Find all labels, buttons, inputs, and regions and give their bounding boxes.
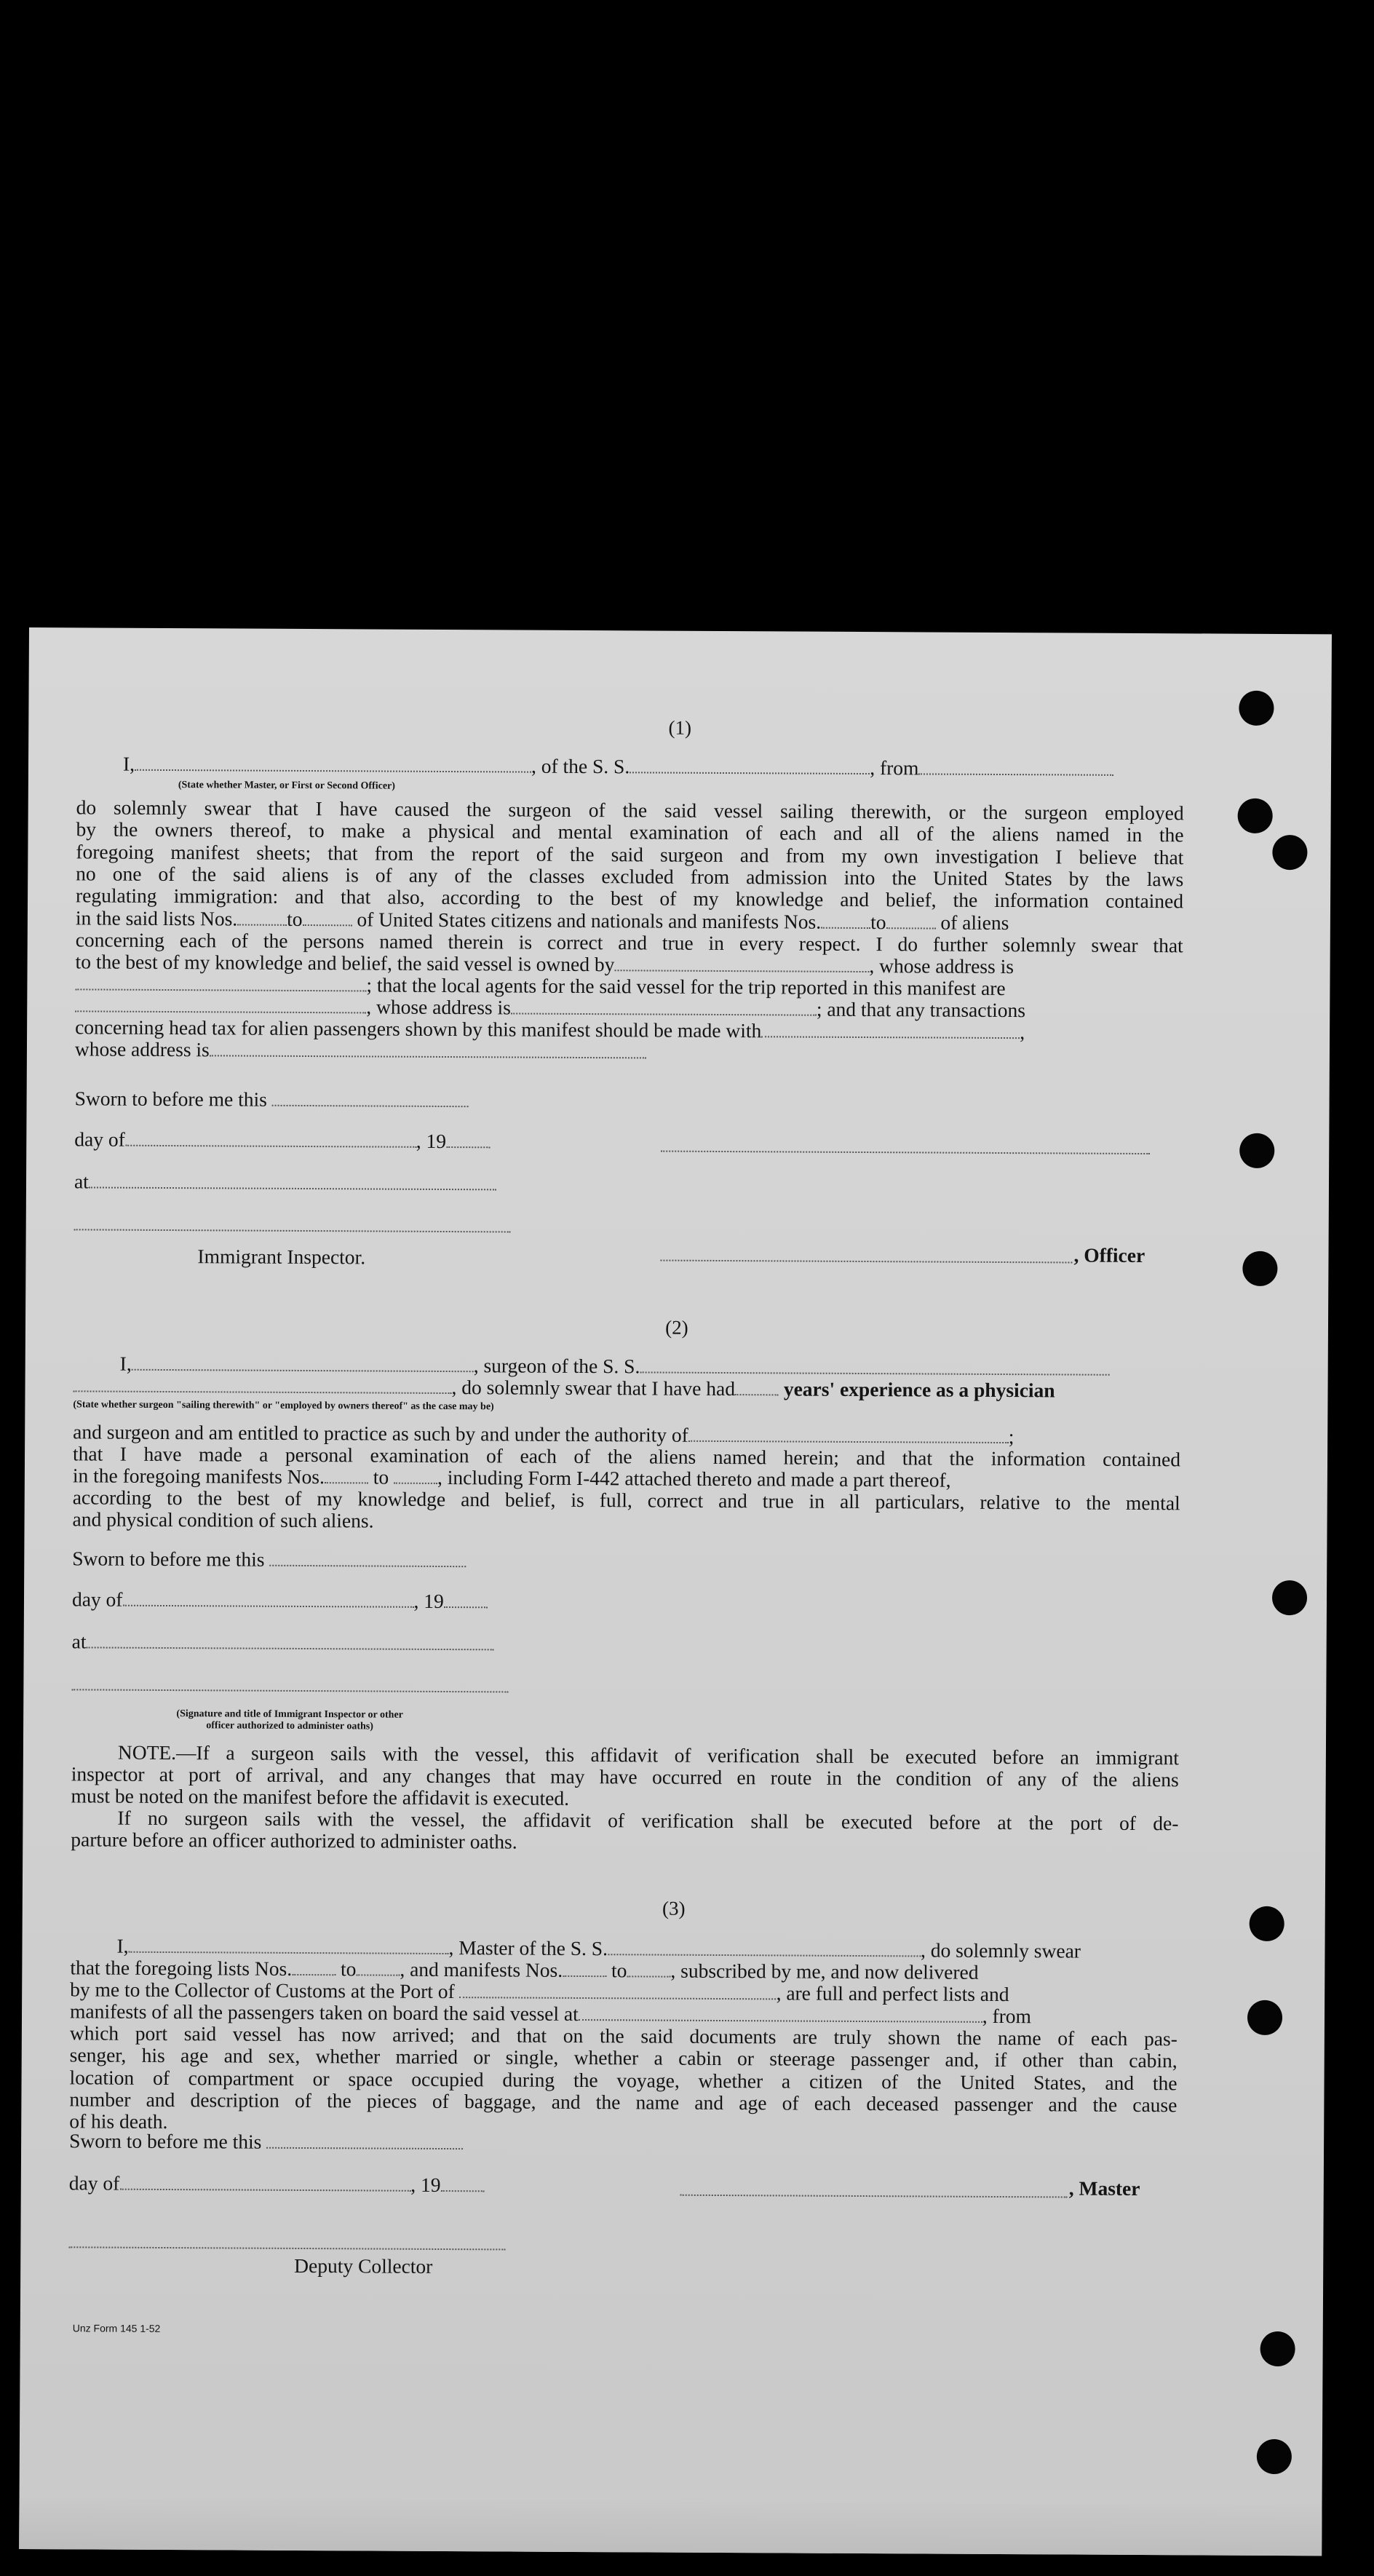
sec3-line-1: I, , Master of the S. S. , do solemnly swear xyxy=(116,1934,1081,1962)
page-bottom-edge xyxy=(19,2498,1322,2556)
sec1-officer-note: (State whether Master, or First or Second Officer) xyxy=(178,780,395,792)
punch-hole xyxy=(1260,2331,1295,2366)
sec1-inspector-label: Immigrant Inspector. xyxy=(197,1245,366,1269)
sec1-inspector-sig-line xyxy=(74,1229,511,1232)
sec3-collector-label: Deputy Collector xyxy=(294,2254,433,2278)
sec3-line-4: manifests of all the passengers taken on board the said vessel at , from xyxy=(69,2000,1032,2028)
sec1-whose2-line: whose address is xyxy=(75,1038,646,1063)
sec1-at-line: at xyxy=(74,1170,496,1194)
sec1-officer-sig-line xyxy=(660,1260,1072,1264)
sec3-line-3: by me to the Collector of Customs at the Port of , are full and perfect lists and xyxy=(70,1978,1009,2006)
sec2-line-6: according to the best of my knowledge and belief, is full, correct and true in all particulars, relative to the mental xyxy=(72,1486,1180,1515)
punch-hole xyxy=(1239,1133,1274,1168)
sec1-sworn-line: Sworn to before me this xyxy=(75,1087,469,1111)
note-paragraph-1-last: must be noted on the manifest before the affidavit is executed. xyxy=(71,1784,570,1810)
sec2-sworn-line: Sworn to before me this xyxy=(72,1547,466,1572)
sec3-paragraph-last: of his death. xyxy=(69,2109,168,2133)
sec1-officer-label: , Officer xyxy=(1073,1243,1145,1267)
note-paragraph-1: inspector at port of arrival, and any changes that may have occurred en route in the condition of any of the aliens xyxy=(71,1762,1179,1791)
section-1-number: (1) xyxy=(668,716,692,739)
punch-hole xyxy=(1247,2000,1282,2035)
sec2-line-2: , do solemnly swear that I have had years' experience as a physician xyxy=(73,1374,1055,1401)
sec2-day-line: day of , 19 xyxy=(72,1588,488,1612)
punch-hole xyxy=(1238,798,1273,833)
form-number: Unz Form 145 1-52 xyxy=(72,2322,161,2334)
note-paragraph-1-first: NOTE.—If a surgeon sails with the vessel, this affidavit of verification shall be executed before an immigrant xyxy=(117,1740,1179,1769)
sec2-line-3: and surgeon and am entitled to practice as such by and under the authority of ; xyxy=(73,1420,1014,1448)
sec3-collector-sig-line xyxy=(68,2246,505,2250)
punch-hole xyxy=(1257,2439,1292,2474)
sec1-whose-line: , whose address is ; and that any transactions xyxy=(75,994,1025,1021)
sec2-signature-note: (Signature and title of Immigrant Inspector or other officer authorized to administer oaths) xyxy=(176,1708,403,1732)
sec1-paragraph: do solemnly swear that I have caused the surgeon of the said vessel sailing therewith, or the surgeon employed by the owners thereof, to make a physical and mental examination of each and all of the aliens named in the foregoing manifest sheets; that from the report of the said surgeon and from my own investigation I believe that no one of the said aliens is of any of the classes excluded from admission into the United States by the laws regulating immigration: and that also, according to the best of my knowledge and belief, the information contained xyxy=(75,796,1184,913)
sec3-line-2: that the foregoing lists Nos. to , and manifests Nos. to , subscribed by me, and now delivered xyxy=(70,1956,979,1983)
sec2-line-5: in the foregoing manifests Nos. to , including Form I-442 attached thereto and made a part thereof, xyxy=(72,1464,951,1491)
sec2-at-line: at xyxy=(72,1630,494,1654)
note-paragraph-2-first: If no surgeon sails with the vessel, the affidavit of verification shall be executed before at the port of de- xyxy=(117,1806,1179,1835)
sec2-signature-line xyxy=(71,1689,508,1692)
sec2-line-7: and physical condition of such aliens. xyxy=(72,1507,374,1532)
punch-hole xyxy=(1242,1251,1277,1286)
sec1-agents-line: ; that the local agents for the said vessel for the trip reported in this manifest are xyxy=(75,972,1005,999)
sec3-master-label: , Master xyxy=(1068,2176,1140,2200)
sec2-surgeon-note: (State whether surgeon "sailing therewith" or "employed by owners thereof" as the case may be) xyxy=(73,1399,494,1413)
punch-hole xyxy=(1272,1580,1307,1615)
section-2-number: (2) xyxy=(665,1316,688,1339)
sec3-master-sig-line xyxy=(680,2195,1068,2198)
sec3-paragraph: which port said vessel has now arrived; and that on the said documents are truly shown the name of each pas- senger, his age and sex, whether married or single, whether a cabin or steerage passenger and, if other than cabin, location of compartment or space occupied during the voyage, whether a citizen of the United States, and the number and description of the pieces of baggage, and the name and age of each deceased passenger and the cause xyxy=(69,2021,1178,2117)
section-3-number: (3) xyxy=(662,1897,686,1919)
sec1-owned-line: to the best of my knowledge and belief, the said vessel is owned by , whose address is xyxy=(75,950,1014,978)
note-paragraph-2-last: parture before an officer authorized to administer oaths. xyxy=(71,1828,517,1853)
sec2-line-1: I, , surgeon of the S. S. xyxy=(120,1353,1110,1380)
punch-hole xyxy=(1272,835,1307,870)
sec1-day-line: day of , 19 xyxy=(74,1128,490,1152)
sec1-concerning-line: concerning each of the persons named therein is correct and true in every respect. I do further solemnly swear that xyxy=(75,928,1183,957)
sec1-headtax-line: concerning head tax for alien passengers shown by this manifest should be made with , xyxy=(75,1015,1025,1044)
sec3-sworn-line: Sworn to before me this xyxy=(69,2130,463,2154)
sec3-day-line: day of , 19 xyxy=(69,2172,485,2196)
sec1-signature-line xyxy=(661,1151,1150,1155)
sec2-line-4: that I have made a personal examination of each of the aliens named herein; and that the information contained xyxy=(72,1442,1181,1471)
sec1-lists-line: in the said lists Nos. to of United States citizens and nationals and manifests Nos. to of aliens xyxy=(75,906,1009,935)
manifest-affidavit-page xyxy=(19,627,1332,2556)
sec1-line-1: I, , of the S. S. , from xyxy=(123,753,1114,780)
